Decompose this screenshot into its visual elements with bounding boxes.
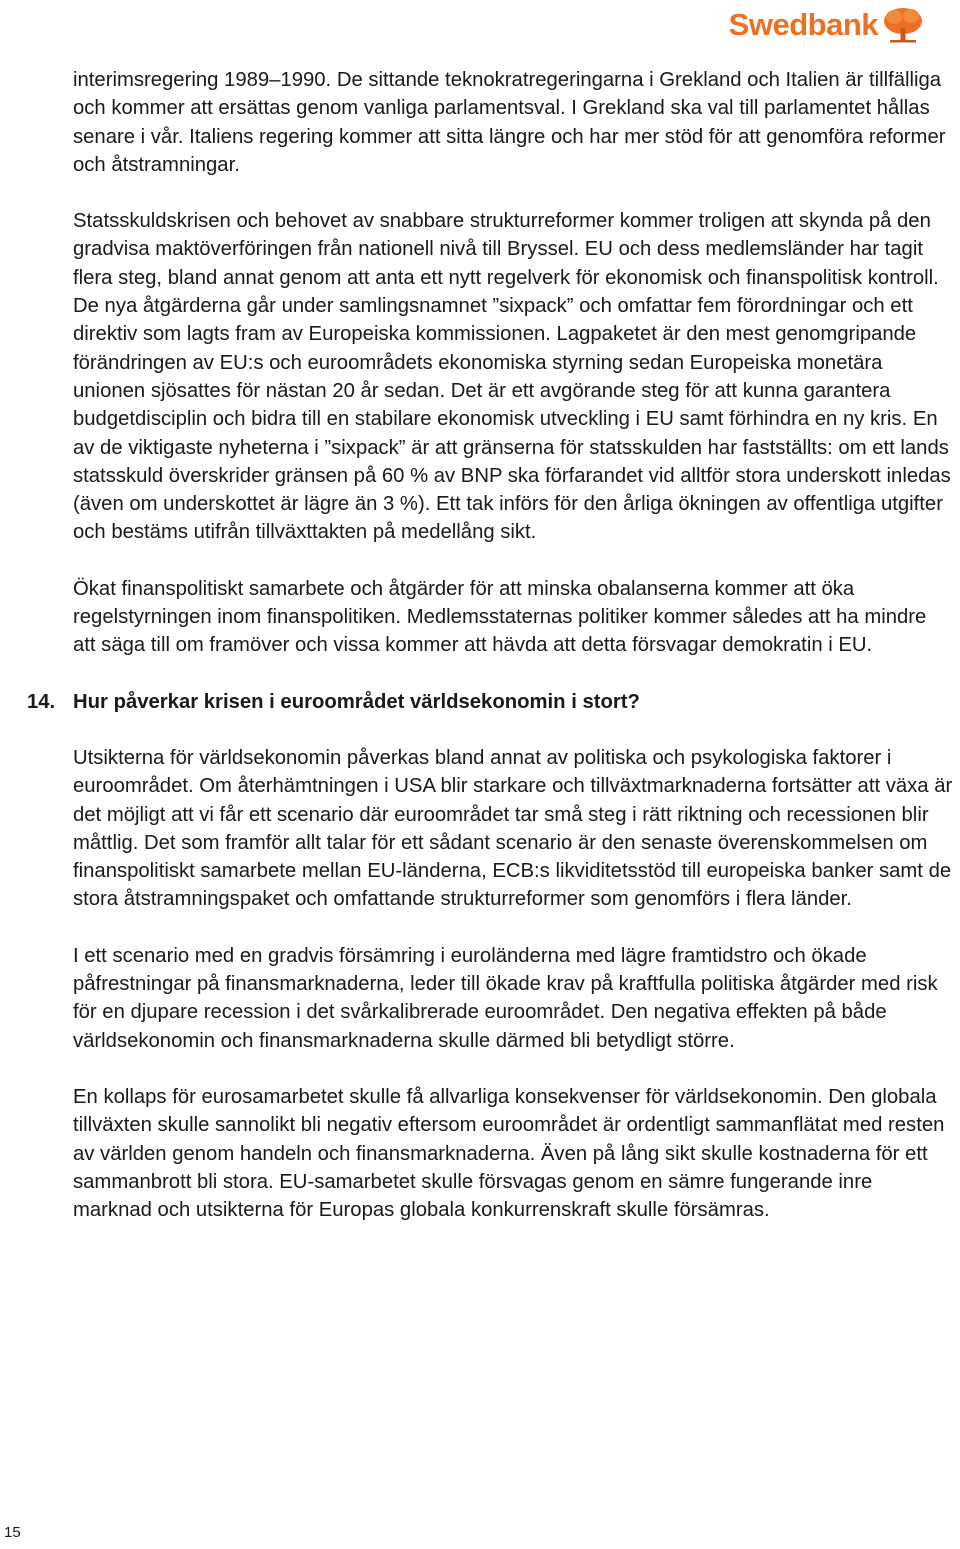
logo-text: Swedbank: [728, 7, 878, 42]
paragraph-world-outlook: Utsikterna för världsekonomin påverkas bland annat av politiska och psykologiska faktorer i euroområdet. Om återhämtningen i USA blir starkare och tillväxtmarknaderna fortsätter att växa är det möjligt att vi får ett scenario där euroområdet tar små steg i rätt riktning och recessionen blir måttlig. Det som framför allt talar för ett sådant scenario är den senaste överenskommelsen om finanspolitiskt samarbete mellan EU-länderna, ECB:s likviditetsstöd till europeiska banker samt de stora åtstramningspaket och omfattande strukturreformer som genomförs i flera länder.: [73, 746, 953, 911]
swedbank-logo: [729, 6, 924, 44]
paragraph-euro-collapse: En kollaps för eurosamarbetet skulle få allvarliga konsekvenser för världsekonomin. Den globala tillväxten skulle sannolikt bli negativ eftersom euroområdet är ordentligt sammanflätat med resten av världen genom handeln och finansmarknaderna. Även på lång sikt skulle kostnaderna för ett sammanbrott bli stora. EU-samarbetet skulle försvagas genom en sämre fungerande inre marknad och utsikterna för Europas globala konkurrenskraft skulle försämras.: [73, 1085, 945, 1222]
page-number: 15: [4, 1524, 21, 1541]
paragraph-interim-government: interimsregering 1989–1990. De sittande teknokratregeringarna i Grekland och Italien är tillfälliga och kommer att ersättas genom vanliga parlamentsval. I Grekland ska val till parlamentet hållas senare i vår. Italiens regering kommer att sitta längre och har mer stöd för att genomföra reformer och åtstramningar.: [73, 69, 946, 176]
document-body: [27, 66, 953, 1252]
section-title: Hur påverkar krisen i euroområdet världsekonomin i stort?: [73, 690, 640, 713]
section-number: 14.: [27, 690, 56, 713]
paragraph-gradual-deterioration: I ett scenario med en gradvis försämring i euroländerna med lägre framtidstro och ökade påfrestningar på finansmarknaderna, leder till ökade krav på kraftfulla politiska åtgärder med risk för en djupare recession i det svårkalibrerade euroområdet. Den negativa effekten på både världsekonomin och finansmarknaderna skulle därmed bli betydligt större.: [73, 944, 938, 1052]
section-heading: [27, 688, 953, 716]
oak-tree-icon: [882, 6, 924, 44]
paragraph-fiscal-cooperation: Ökat finanspolitiskt samarbete och åtgärder för att minska obalanserna kommer att öka regelstyrningen inom finanspolitiken. Medlemsstaternas politiker kommer således att ha mindre att säga till om framöver och vissa kommer att hävda att detta försvagar demokratin i EU.: [73, 577, 927, 657]
paragraph-debt-crisis: Statsskuldskrisen och behovet av snabbare strukturreformer kommer troligen att skynda på den gradvisa maktöverföringen från nationell nivå till Bryssel. EU och dess medlemsländer har tagit flera steg, bland annat genom att anta ett nytt regelverk för ekonomisk och finanspolitisk kontroll. De nya åtgärderna går under samlingsnamnet ”sixpack” och omfattar fem förordningar och ett direktiv som lagts fram av Europeiska kommissionen. Lagpaketet är den mest genomgripande förändringen av EU:s och euroområdets ekonomiska styrning sedan Europeiska monetära unionen sjösattes för nästan 20 år sedan. Det är ett avgörande steg för att kunna garantera budgetdisciplin och bidra till en stabilare ekonomisk utveckling i EU samt förhindra en ny kris. En av de viktigaste nyheterna i ”sixpack” är att gränserna för statsskulden har fastställts: om ett lands statsskuld överskrider gränsen på 60 % av BNP ska förfarandet vid alltför stora underskott inledas (även om underskottet är lägre än 3 %). Ett tak införs för den årliga ökningen av offentliga utgifter och bestäms utifrån tillväxttakten på medellång sikt.: [73, 210, 951, 544]
